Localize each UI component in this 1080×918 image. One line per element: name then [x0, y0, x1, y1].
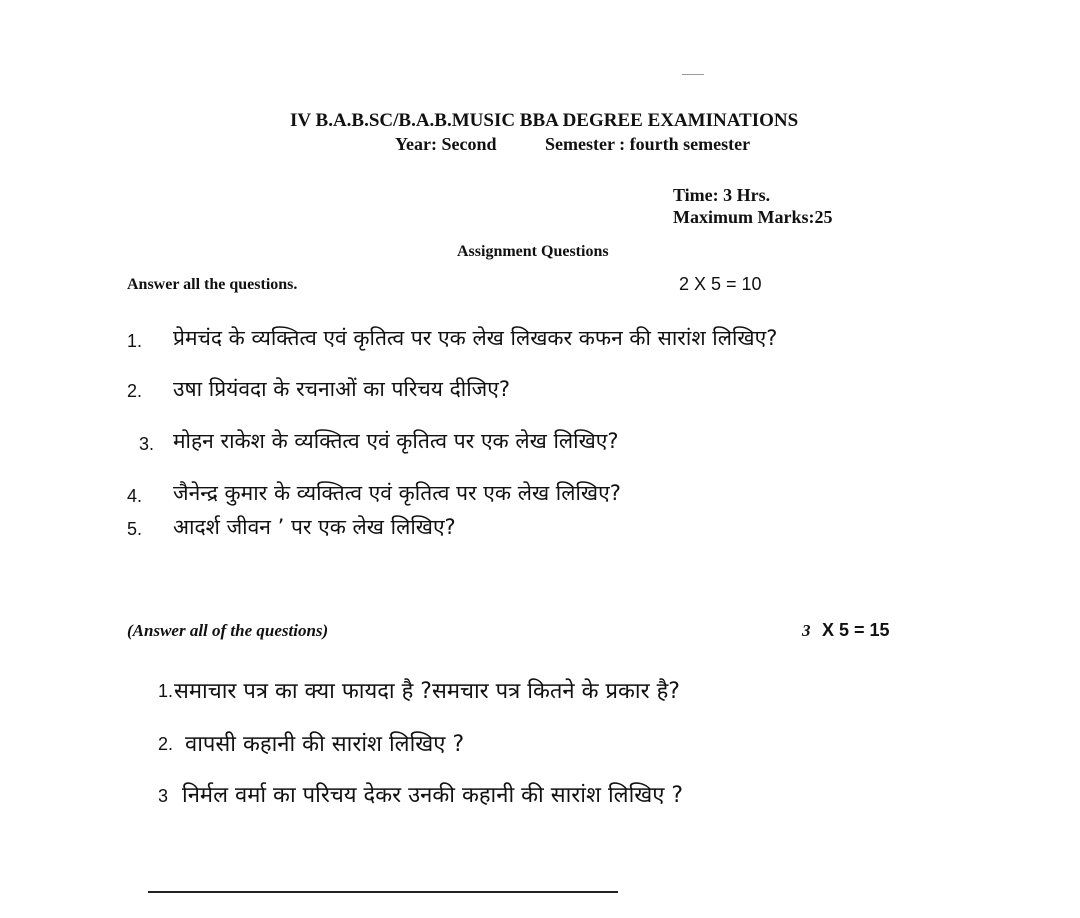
question-text: आदर्श जीवन ’ पर एक लेख लिखिए?: [173, 515, 456, 539]
question-number: 1.: [127, 331, 143, 351]
section1-marks: 2 X 5 = 10: [679, 274, 762, 294]
semester-label: Semester : fourth semester: [545, 134, 751, 154]
question-text: प्रेमचंद के व्यक्तित्व एवं कृतित्व पर एक लेख लिखकर कफन की सारांश लिखिए?: [173, 326, 778, 350]
question-text: मोहन राकेश के व्यक्तित्व एवं कृतित्व पर एक लेख लिखिए?: [173, 429, 619, 453]
question-text: निर्मल वर्मा का परिचय देकर उनकी कहानी की सारांश लिखिए ?: [182, 783, 684, 808]
max-marks-label: Maximum Marks:25: [673, 207, 833, 227]
question-number: 4.: [127, 486, 143, 506]
question-number: 5.: [127, 519, 143, 539]
time-label: Time: 3 Hrs.: [673, 185, 771, 205]
question-text: समाचार पत्र का क्या फायदा है ?समचार पत्र कितने के प्रकार है?: [174, 679, 680, 704]
question-text: जैनेन्द्र कुमार के व्यक्तित्व एवं कृतित्व पर एक लेख लिखिए?: [173, 481, 621, 505]
question-text: वापसी कहानी की सारांश लिखिए ?: [185, 732, 465, 757]
top-mark: [682, 74, 704, 75]
question-number: 3.: [139, 434, 155, 454]
question-text: उषा प्रियंवदा के रचनाओं का परिचय दीजिए?: [173, 377, 510, 401]
question-number: 2.: [158, 734, 174, 754]
question-number: 2.: [127, 381, 143, 401]
section2-marks-prefix: 3: [802, 621, 811, 640]
section2-instruction: (Answer all of the questions): [127, 621, 329, 640]
section2-marks: X 5 = 15: [822, 620, 890, 640]
year-label: Year: Second: [395, 134, 497, 154]
exam-title: IV B.A.B.SC/B.A.B.MUSIC BBA DEGREE EXAMINATIONS: [290, 110, 799, 131]
assignment-heading: Assignment Questions: [457, 243, 609, 260]
question-number: 3: [158, 786, 169, 806]
question-number: 1.: [158, 681, 174, 701]
bottom-divider: [148, 891, 618, 893]
section1-instruction: Answer all the questions.: [127, 276, 298, 293]
